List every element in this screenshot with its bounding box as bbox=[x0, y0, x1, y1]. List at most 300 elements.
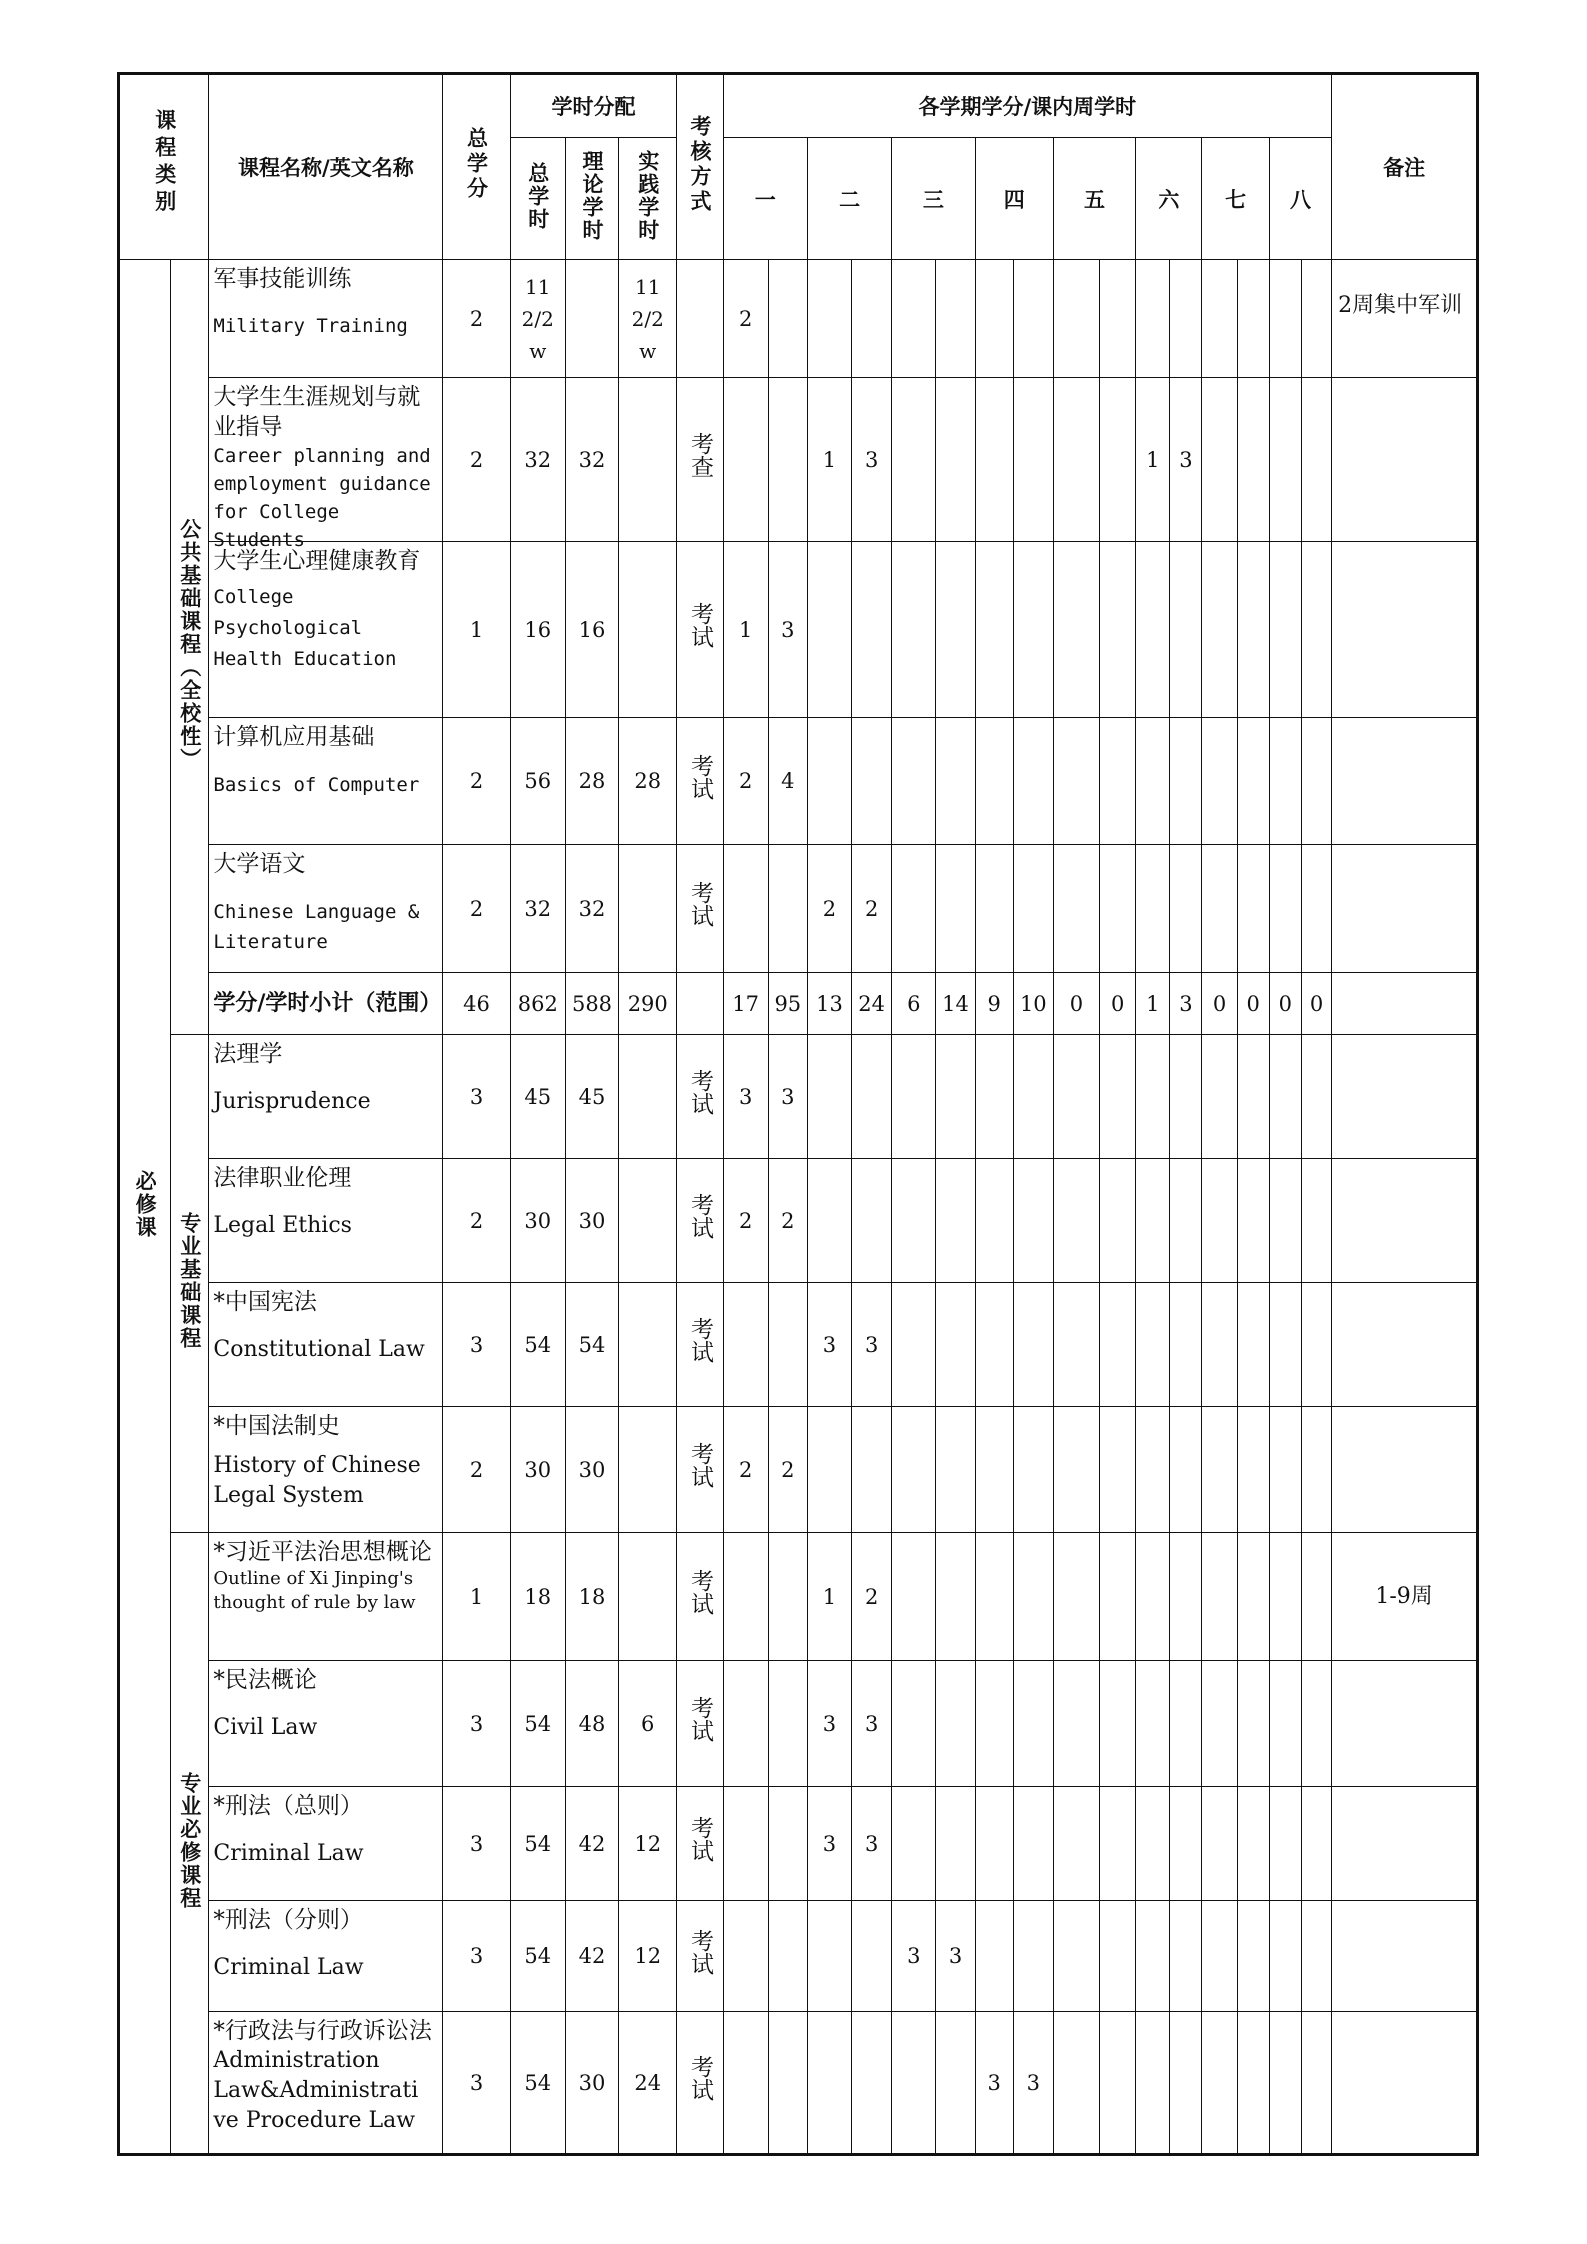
assessment-cell bbox=[677, 1901, 723, 2012]
sem-cell bbox=[936, 845, 975, 973]
sem-cell bbox=[768, 2012, 807, 2155]
subtotal-assessment bbox=[677, 973, 723, 1035]
theory-hours-cell: 42 bbox=[565, 1901, 618, 2012]
sem-cell bbox=[852, 260, 892, 378]
practice-hours-cell: 12 bbox=[619, 1901, 677, 2012]
sem-cell bbox=[1269, 1787, 1301, 1901]
course-name-zh: 军事技能训练 bbox=[213, 266, 352, 292]
sem-cell bbox=[892, 1407, 936, 1533]
theory-hours-cell: 48 bbox=[565, 1661, 618, 1787]
sem-cell bbox=[1013, 1035, 1053, 1159]
sem-cell bbox=[1100, 845, 1136, 973]
subtotal-sem-cell: 13 bbox=[807, 973, 851, 1035]
sem-cell bbox=[1100, 718, 1136, 845]
sem-cell bbox=[1170, 542, 1202, 718]
sem-cell: 3 bbox=[768, 1035, 807, 1159]
course-name-cell bbox=[209, 1533, 443, 1661]
sem-cell bbox=[1100, 1901, 1136, 2012]
total-hours-cell: 54 bbox=[510, 1901, 565, 2012]
header-theory-hours-text: 理论学时 bbox=[580, 150, 604, 242]
sem-cell bbox=[936, 1661, 975, 1787]
practice-hours-cell bbox=[619, 1035, 677, 1159]
assessment-cell bbox=[677, 2012, 723, 2155]
remark-cell: 1-9周 bbox=[1332, 1533, 1478, 1661]
sem-cell bbox=[852, 718, 892, 845]
category-major-required bbox=[171, 1533, 209, 2155]
subtotal-sem-cell: 9 bbox=[975, 973, 1013, 1035]
subtotal-practice-hours: 290 bbox=[619, 973, 677, 1035]
assessment-cell bbox=[677, 1661, 723, 1787]
table-row bbox=[119, 1035, 1478, 1159]
subtotal-sem-cell: 17 bbox=[723, 973, 768, 1035]
sem-cell bbox=[1269, 1661, 1301, 1787]
sem-cell bbox=[892, 378, 936, 542]
assessment-cell bbox=[677, 378, 723, 542]
header-course-category bbox=[119, 74, 209, 260]
sem-cell bbox=[768, 260, 807, 378]
sem-cell bbox=[852, 1407, 892, 1533]
header-semester-4: 四 bbox=[975, 138, 1053, 260]
sem-cell bbox=[1100, 1035, 1136, 1159]
course-name-en: Outline of Xi Jinping's thought of rule by law bbox=[213, 1568, 416, 1613]
subtotal-row bbox=[119, 973, 1478, 1035]
sem-cell bbox=[936, 1283, 975, 1407]
theory-hours-cell: 30 bbox=[565, 2012, 618, 2155]
subtotal-sem-cell: 0 bbox=[1202, 973, 1237, 1035]
sem-cell bbox=[1301, 1159, 1331, 1283]
sem-cell: 2 bbox=[723, 1407, 768, 1533]
subtotal-theory-hours: 588 bbox=[565, 973, 618, 1035]
sem-cell bbox=[892, 542, 936, 718]
table-row bbox=[119, 1787, 1478, 1901]
sem-cell bbox=[1136, 542, 1170, 718]
sem-cell: 3 bbox=[852, 1661, 892, 1787]
table-row bbox=[119, 1661, 1478, 1787]
sem-cell bbox=[975, 1283, 1013, 1407]
sem-cell bbox=[807, 718, 851, 845]
practice-hours-cell bbox=[619, 1283, 677, 1407]
credits-cell: 1 bbox=[443, 1533, 510, 1661]
course-name-cell bbox=[209, 1035, 443, 1159]
remark-cell bbox=[1332, 1407, 1478, 1533]
course-name-cell bbox=[209, 718, 443, 845]
sem-cell bbox=[1237, 1283, 1269, 1407]
course-name-cell bbox=[209, 1407, 443, 1533]
assessment-cell bbox=[677, 718, 723, 845]
subtotal-sem-cell: 24 bbox=[852, 973, 892, 1035]
sem-cell bbox=[723, 1283, 768, 1407]
sem-cell bbox=[975, 260, 1013, 378]
course-name-cell bbox=[209, 542, 443, 718]
sem-cell bbox=[936, 378, 975, 542]
sem-cell bbox=[1136, 2012, 1170, 2155]
sem-cell bbox=[852, 1035, 892, 1159]
sem-cell bbox=[807, 1901, 851, 2012]
course-name-cell bbox=[209, 1661, 443, 1787]
sem-cell bbox=[1053, 845, 1099, 973]
sem-cell bbox=[1100, 260, 1136, 378]
total-hours-cell: 56 bbox=[510, 718, 565, 845]
header-semester-6: 六 bbox=[1136, 138, 1202, 260]
sem-cell bbox=[975, 1035, 1013, 1159]
sem-cell bbox=[1202, 378, 1237, 542]
header-assessment-text: 考核方式 bbox=[687, 114, 712, 215]
assessment-text: 考试 bbox=[686, 2055, 713, 2101]
sem-cell bbox=[1100, 542, 1136, 718]
sem-cell: 3 bbox=[807, 1661, 851, 1787]
header-course-name: 课程名称/英文名称 bbox=[209, 74, 443, 260]
sem-cell bbox=[807, 1035, 851, 1159]
table-row bbox=[119, 1901, 1478, 2012]
sem-cell bbox=[1202, 2012, 1237, 2155]
table-row bbox=[119, 1283, 1478, 1407]
practice-hours-cell bbox=[619, 1159, 677, 1283]
sem-cell bbox=[1136, 1283, 1170, 1407]
subtotal-sem-cell: 14 bbox=[936, 973, 975, 1035]
sem-cell bbox=[1100, 1407, 1136, 1533]
sem-cell bbox=[723, 2012, 768, 2155]
assessment-cell bbox=[677, 1787, 723, 1901]
header-theory-hours bbox=[565, 138, 618, 260]
sem-cell bbox=[1301, 2012, 1331, 2155]
sem-cell bbox=[1170, 1661, 1202, 1787]
course-name-cell bbox=[209, 1787, 443, 1901]
sem-cell bbox=[975, 1407, 1013, 1533]
sem-cell bbox=[1013, 1407, 1053, 1533]
sem-cell bbox=[1269, 718, 1301, 845]
sem-cell bbox=[1269, 378, 1301, 542]
sem-cell bbox=[1237, 1159, 1269, 1283]
sem-cell bbox=[1269, 1533, 1301, 1661]
subtotal-sem-cell: 0 bbox=[1269, 973, 1301, 1035]
course-name-cell bbox=[209, 378, 443, 551]
sem-cell bbox=[768, 1533, 807, 1661]
sem-cell bbox=[1053, 1407, 1099, 1533]
sem-cell bbox=[768, 1901, 807, 2012]
course-name-en: Criminal Law bbox=[213, 1955, 364, 1980]
header-semester-8: 八 bbox=[1269, 138, 1331, 260]
subtotal-sem-cell: 10 bbox=[1013, 973, 1053, 1035]
sem-cell bbox=[1053, 1661, 1099, 1787]
practice-hours-cell bbox=[619, 260, 677, 378]
sem-cell: 4 bbox=[768, 718, 807, 845]
total-hours-cell: 30 bbox=[510, 1407, 565, 1533]
header-semester-2: 二 bbox=[807, 138, 891, 260]
assessment-text: 考试 bbox=[686, 1696, 713, 1742]
course-name-en: Basics of Computer bbox=[213, 774, 420, 796]
sem-cell bbox=[1170, 1035, 1202, 1159]
course-name-zh: 法律职业伦理 bbox=[213, 1165, 352, 1191]
sem-cell bbox=[1100, 1787, 1136, 1901]
sem-cell bbox=[1053, 1533, 1099, 1661]
sem-cell bbox=[1013, 845, 1053, 973]
sem-cell bbox=[1136, 1661, 1170, 1787]
assessment-text: 考试 bbox=[686, 1317, 713, 1363]
sem-cell bbox=[1170, 1901, 1202, 2012]
total-hours-cell: 54 bbox=[510, 2012, 565, 2155]
sem-cell: 1 bbox=[1136, 378, 1170, 542]
header-course-category-text: 课程类别 bbox=[152, 109, 177, 217]
category-public-basic-text: 公共基础课程（全校性） bbox=[177, 518, 202, 771]
sem-cell: 1 bbox=[723, 542, 768, 718]
sem-cell bbox=[1170, 1533, 1202, 1661]
sem-cell bbox=[852, 542, 892, 718]
header-total-credits-text: 总学分 bbox=[464, 127, 489, 202]
sem-cell bbox=[852, 1901, 892, 2012]
category-required-text: 必修课 bbox=[133, 1169, 158, 1239]
sem-cell bbox=[723, 845, 768, 973]
category-major-basic-text: 专业基础课程 bbox=[177, 1212, 202, 1350]
sem-cell: 3 bbox=[1170, 378, 1202, 542]
sem-cell bbox=[1237, 1407, 1269, 1533]
sem-cell bbox=[1202, 542, 1237, 718]
sem-cell bbox=[1100, 1283, 1136, 1407]
header-remarks: 备注 bbox=[1332, 74, 1478, 260]
sem-cell bbox=[1237, 718, 1269, 845]
remark-cell bbox=[1332, 1787, 1478, 1901]
subtotal-credits: 46 bbox=[443, 973, 510, 1035]
table-row bbox=[119, 1407, 1478, 1533]
theory-hours-cell: 28 bbox=[565, 718, 618, 845]
course-name-zh: 大学生生涯规划与就业指导 bbox=[213, 384, 421, 440]
sem-cell bbox=[892, 1787, 936, 1901]
total-hours-cell: 54 bbox=[510, 1661, 565, 1787]
sem-cell bbox=[1100, 1533, 1136, 1661]
sem-cell bbox=[1013, 1283, 1053, 1407]
sem-cell bbox=[936, 718, 975, 845]
sem-cell bbox=[1053, 2012, 1099, 2155]
assessment-text: 考试 bbox=[686, 1569, 713, 1615]
sem-cell bbox=[1136, 718, 1170, 845]
sem-cell bbox=[1053, 718, 1099, 845]
course-name-cell bbox=[209, 2012, 443, 2155]
sem-cell bbox=[1269, 1283, 1301, 1407]
sem-cell bbox=[1202, 1283, 1237, 1407]
practice-hours-cell: 28 bbox=[619, 718, 677, 845]
assessment-text: 考试 bbox=[686, 1928, 713, 1975]
table-row bbox=[119, 2012, 1478, 2155]
sem-cell bbox=[1301, 1283, 1331, 1407]
course-name-zh: 计算机应用基础 bbox=[213, 724, 375, 750]
course-name-zh: *民法概论 bbox=[213, 1667, 317, 1693]
table-row bbox=[119, 845, 1478, 973]
remark-cell bbox=[1332, 378, 1478, 542]
total-hours-cell bbox=[510, 260, 565, 378]
practice-hours-cell: 24 bbox=[619, 2012, 677, 2155]
assessment-cell bbox=[677, 260, 723, 378]
sem-cell bbox=[1013, 1159, 1053, 1283]
subtotal-sem-cell: 95 bbox=[768, 973, 807, 1035]
category-required bbox=[119, 260, 171, 2155]
sem-cell bbox=[807, 260, 851, 378]
credits-cell: 3 bbox=[443, 1787, 510, 1901]
sem-cell bbox=[1013, 1661, 1053, 1787]
credits-cell: 3 bbox=[443, 1283, 510, 1407]
header-semesters-title: 各学期学分/课内周学时 bbox=[723, 74, 1332, 138]
course-name-en: Military Training bbox=[213, 315, 408, 337]
sem-cell bbox=[1136, 1035, 1170, 1159]
sem-cell bbox=[936, 260, 975, 378]
sem-cell bbox=[1136, 1533, 1170, 1661]
subtotal-sem-cell: 0 bbox=[1237, 973, 1269, 1035]
course-name-en: History of Chinese Legal System bbox=[213, 1453, 421, 1508]
remark-cell bbox=[1332, 2012, 1478, 2155]
sem-cell bbox=[1053, 1035, 1099, 1159]
assessment-cell bbox=[677, 542, 723, 718]
sem-cell bbox=[1237, 1787, 1269, 1901]
table-row bbox=[119, 260, 1478, 378]
course-name-en: Jurisprudence bbox=[213, 1089, 371, 1114]
course-name-en: Chinese Language & Literature bbox=[213, 901, 420, 953]
category-major-basic bbox=[171, 1035, 209, 1533]
sem-cell bbox=[807, 1407, 851, 1533]
sem-cell bbox=[936, 1787, 975, 1901]
sem-cell bbox=[1237, 260, 1269, 378]
course-name-zh: *刑法（分则） bbox=[213, 1907, 363, 1933]
sem-cell: 3 bbox=[936, 1901, 975, 2012]
sem-cell: 2 bbox=[807, 845, 851, 973]
course-name-en: Administration Law&Administrati ve Procedure Law bbox=[213, 2048, 419, 2133]
sem-cell: 3 bbox=[975, 2012, 1013, 2155]
sem-cell: 3 bbox=[892, 1901, 936, 2012]
sem-cell bbox=[1053, 1901, 1099, 2012]
course-name-en: Civil Law bbox=[213, 1715, 318, 1740]
assessment-cell bbox=[677, 1283, 723, 1407]
category-public-basic bbox=[171, 260, 209, 1035]
header-row-1 bbox=[119, 74, 1478, 138]
sem-cell bbox=[1170, 1283, 1202, 1407]
sem-cell bbox=[1202, 260, 1237, 378]
table-row bbox=[119, 1159, 1478, 1283]
subtotal-sem-cell: 0 bbox=[1100, 973, 1136, 1035]
course-name-en: Career planning and employment guidance for College Students bbox=[213, 445, 431, 551]
sem-cell bbox=[1136, 1159, 1170, 1283]
credits-cell: 3 bbox=[443, 2012, 510, 2155]
sem-cell bbox=[1053, 542, 1099, 718]
sem-cell bbox=[892, 260, 936, 378]
total-hours-cell: 54 bbox=[510, 1283, 565, 1407]
sem-cell bbox=[936, 1407, 975, 1533]
remark-cell bbox=[1332, 1661, 1478, 1787]
sem-cell bbox=[1136, 260, 1170, 378]
credits-cell: 3 bbox=[443, 1661, 510, 1787]
subtotal-sem-cell: 3 bbox=[1170, 973, 1202, 1035]
sem-cell bbox=[892, 718, 936, 845]
course-name-en: Legal Ethics bbox=[213, 1213, 352, 1238]
sem-cell bbox=[1269, 2012, 1301, 2155]
header-semester-1: 一 bbox=[723, 138, 807, 260]
practice-hours-cell bbox=[619, 542, 677, 718]
practice-hours-cell bbox=[619, 1533, 677, 1661]
sem-cell bbox=[1136, 845, 1170, 973]
sem-cell bbox=[807, 542, 851, 718]
sem-cell: 2 bbox=[723, 260, 768, 378]
training-plan-table bbox=[117, 72, 1479, 2156]
credits-cell: 2 bbox=[443, 845, 510, 973]
sem-cell bbox=[1269, 1901, 1301, 2012]
course-name-zh: 大学生心理健康教育 bbox=[213, 548, 421, 574]
sem-cell bbox=[1053, 260, 1099, 378]
sem-cell bbox=[1237, 1035, 1269, 1159]
sem-cell bbox=[1170, 260, 1202, 378]
course-name-cell bbox=[209, 1283, 443, 1407]
sem-cell: 3 bbox=[807, 1787, 851, 1901]
sem-cell bbox=[1237, 1661, 1269, 1787]
sem-cell: 3 bbox=[852, 1787, 892, 1901]
sem-cell bbox=[1013, 1787, 1053, 1901]
theory-hours-cell: 30 bbox=[565, 1159, 618, 1283]
sem-cell bbox=[807, 1159, 851, 1283]
sem-cell bbox=[1170, 1159, 1202, 1283]
sem-cell bbox=[1053, 378, 1099, 542]
credits-cell: 2 bbox=[443, 718, 510, 845]
sem-cell bbox=[1301, 845, 1331, 973]
assessment-cell bbox=[677, 845, 723, 973]
remark-cell bbox=[1332, 718, 1478, 845]
sem-cell bbox=[1013, 1533, 1053, 1661]
sem-cell bbox=[1202, 718, 1237, 845]
assessment-cell bbox=[677, 1159, 723, 1283]
sem-cell bbox=[1170, 1787, 1202, 1901]
remark-cell bbox=[1332, 845, 1478, 973]
sem-cell bbox=[1170, 2012, 1202, 2155]
header-practice-hours-text: 实践学时 bbox=[635, 150, 660, 242]
assessment-cell bbox=[677, 1533, 723, 1661]
remark-cell bbox=[1332, 542, 1478, 718]
header-hours-distribution: 学时分配 bbox=[510, 74, 677, 138]
sem-cell: 2 bbox=[768, 1159, 807, 1283]
header-total-hours-text: 总学时 bbox=[525, 161, 550, 231]
sem-cell bbox=[1100, 1661, 1136, 1787]
sem-cell bbox=[1053, 1283, 1099, 1407]
assessment-text: 考试 bbox=[686, 881, 713, 927]
course-name-cell bbox=[209, 260, 443, 378]
practice-hours-cell: 6 bbox=[619, 1661, 677, 1787]
subtotal-sem-cell: 1 bbox=[1136, 973, 1170, 1035]
sem-cell: 3 bbox=[768, 542, 807, 718]
sem-cell bbox=[975, 1533, 1013, 1661]
sem-cell bbox=[1100, 1159, 1136, 1283]
sem-cell bbox=[1013, 260, 1053, 378]
sem-cell bbox=[1237, 2012, 1269, 2155]
sem-cell bbox=[1301, 1901, 1331, 2012]
sem-cell bbox=[1269, 260, 1301, 378]
sem-cell bbox=[1269, 845, 1301, 973]
total-hours-cell: 32 bbox=[510, 845, 565, 973]
course-name-zh: *习近平法治思想概论 bbox=[213, 1539, 432, 1565]
subtotal-total-hours: 862 bbox=[510, 973, 565, 1035]
theory-hours-cell: 45 bbox=[565, 1035, 618, 1159]
sem-cell bbox=[1013, 1901, 1053, 2012]
course-name-cell bbox=[209, 1901, 443, 2012]
sem-cell bbox=[1202, 1661, 1237, 1787]
practice-hours-cell bbox=[619, 1407, 677, 1533]
theory-hours-cell: 18 bbox=[565, 1533, 618, 1661]
sem-cell: 3 bbox=[807, 1283, 851, 1407]
assessment-text: 考试 bbox=[686, 1193, 713, 1239]
header-semester-5: 五 bbox=[1053, 138, 1135, 260]
sem-cell bbox=[1237, 845, 1269, 973]
sem-cell bbox=[1136, 1407, 1170, 1533]
subtotal-label: 学分/学时小计（范围） bbox=[209, 973, 443, 1035]
sem-cell bbox=[975, 378, 1013, 542]
credits-cell: 3 bbox=[443, 1035, 510, 1159]
sem-cell bbox=[1301, 378, 1331, 542]
assessment-text: 考试 bbox=[686, 1816, 713, 1862]
practice-hours-text: 112/2w bbox=[631, 274, 664, 363]
sem-cell bbox=[768, 845, 807, 973]
total-hours-cell: 45 bbox=[510, 1035, 565, 1159]
